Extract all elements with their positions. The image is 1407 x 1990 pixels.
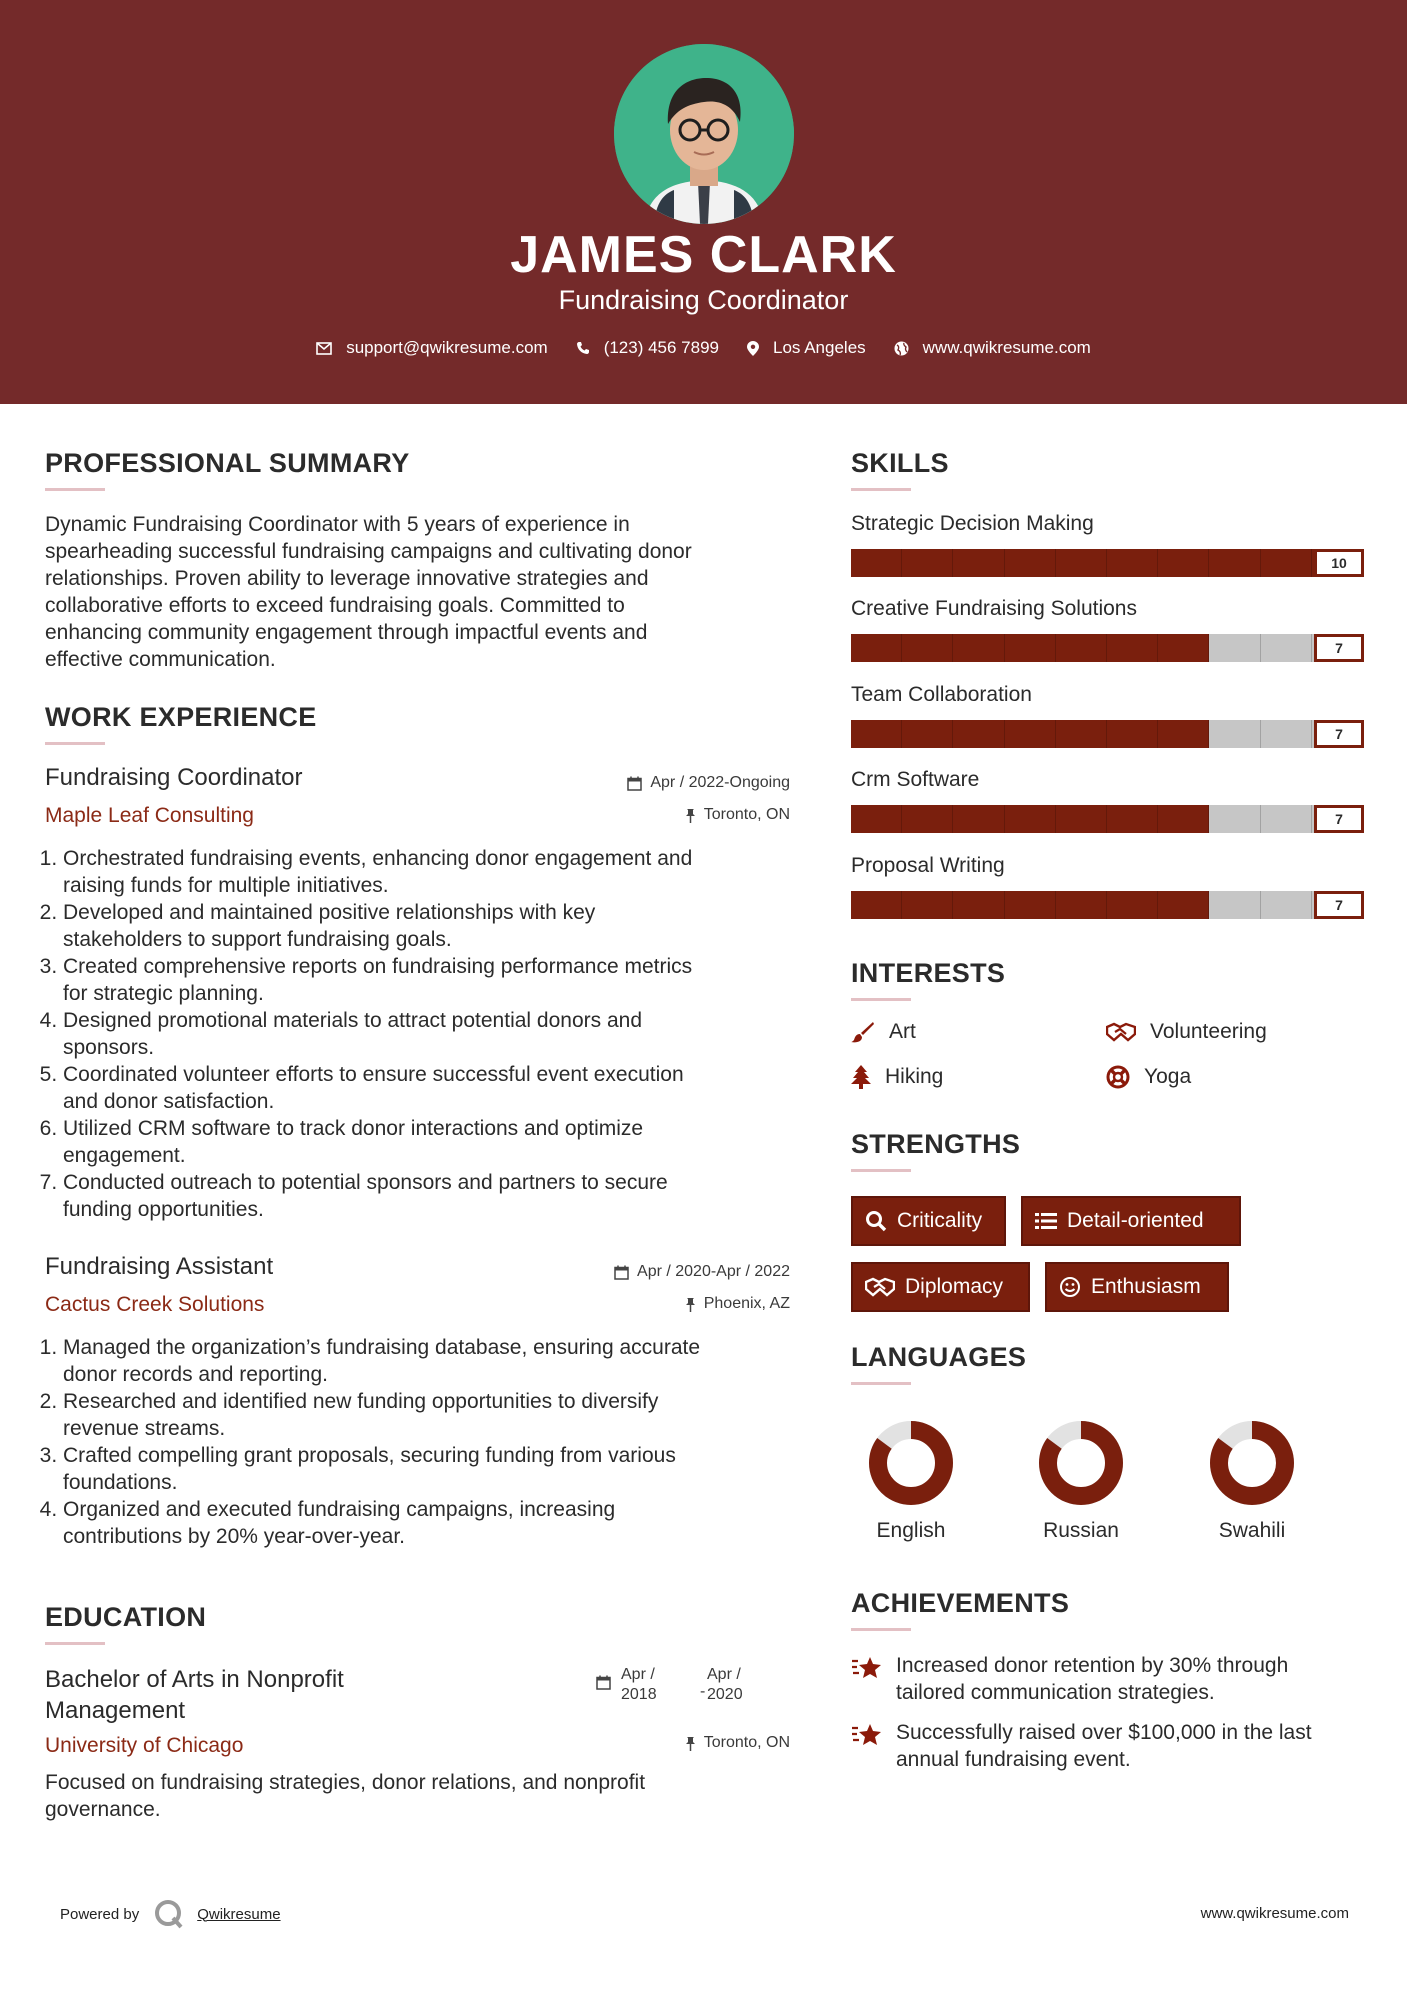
- skill-segment-filled: [1107, 805, 1158, 833]
- contact-location-text: Los Angeles: [773, 338, 866, 357]
- summary-line: enhancing community engagement through impactful events and: [45, 621, 648, 644]
- bullet-line: stakeholders to support fundraising goals.: [63, 928, 452, 951]
- school-name: University of Chicago: [45, 1734, 244, 1757]
- skill-segment-filled: [1107, 634, 1158, 662]
- job-location-text: Phoenix, AZ: [703, 1295, 790, 1312]
- languages-rule: [851, 1382, 911, 1385]
- job-title: Fundraising Coordinator: [45, 764, 303, 791]
- skill-bar: [851, 720, 1363, 748]
- skill-segment-filled: [851, 549, 902, 577]
- list-item: [63, 1442, 805, 1496]
- bullet-line: Managed the organization’s fundraising database, ensuring accurate: [63, 1336, 701, 1359]
- language-name: Russian: [1043, 1519, 1119, 1542]
- language-name: English: [876, 1519, 946, 1542]
- education-description-line: Focused on fundraising strategies, donor relations, and nonprofit: [45, 1771, 646, 1794]
- skill-segment-filled: [851, 805, 902, 833]
- footer-site[interactable]: www.qwikresume.com: [1200, 1905, 1349, 1922]
- star-award-icon: [851, 1655, 883, 1686]
- strength-label: Criticality: [897, 1209, 983, 1232]
- candidate-name: JAMES CLARK: [510, 226, 897, 284]
- skill-segment-filled: [902, 549, 953, 577]
- skill-segment-empty: [1261, 720, 1312, 748]
- skill-bar: [851, 634, 1363, 662]
- skill-segment-filled: [953, 805, 1004, 833]
- job-location: [490, 806, 790, 824]
- interest-label: Volunteering: [1150, 1020, 1267, 1043]
- strength-chip: [1021, 1196, 1241, 1246]
- powered-by-text: Powered by: [60, 1905, 140, 1923]
- skill-label: Strategic Decision Making: [851, 512, 1094, 535]
- footer-powered-by: [60, 1898, 281, 1930]
- life-ring-icon: [1106, 1065, 1130, 1089]
- degree-title: [45, 1664, 344, 1726]
- job-company: Maple Leaf Consulting: [45, 804, 254, 827]
- interests-title: INTERESTS: [851, 958, 1006, 988]
- skill-segment-filled: [953, 634, 1004, 662]
- skill-segment-filled: [1005, 891, 1056, 919]
- start-year: 2018: [621, 1686, 657, 1703]
- search-icon: [865, 1210, 887, 1232]
- bullet-line: Created comprehensive reports on fundraising performance metrics: [63, 955, 693, 978]
- skill-bar: [851, 891, 1363, 919]
- achievement-item: [896, 1652, 1366, 1706]
- calendar-icon: [596, 1675, 611, 1690]
- skill-segment-filled: [1056, 549, 1107, 577]
- calendar-icon: [627, 776, 642, 791]
- job-bullets: [45, 1334, 805, 1550]
- bullet-line: Conducted outreach to potential sponsors and partners to secure: [63, 1171, 668, 1194]
- achievements-rule: [851, 1628, 911, 1631]
- skill-segment-filled: [851, 720, 902, 748]
- achievement-line: Increased donor retention by 30% through: [896, 1654, 1289, 1677]
- education-location-text: Toronto, ON: [703, 1734, 790, 1751]
- skill-score: 7: [1314, 891, 1364, 919]
- language-name: Swahili: [1218, 1519, 1286, 1542]
- bullet-line: revenue streams.: [63, 1417, 226, 1440]
- skill-score: 7: [1314, 720, 1364, 748]
- language-donut: [1207, 1418, 1297, 1508]
- interest-item: [851, 1020, 916, 1044]
- skill-segment-filled: [1107, 549, 1158, 577]
- language-item: [851, 1418, 971, 1543]
- strength-chip: [1045, 1262, 1229, 1312]
- bullet-line: and donor satisfaction.: [63, 1090, 275, 1113]
- calendar-icon: [614, 1265, 629, 1280]
- list-item: [63, 1388, 805, 1442]
- achievement-line: annual fundraising event.: [896, 1748, 1131, 1771]
- strengths-title: STRENGTHS: [851, 1129, 1021, 1159]
- bullet-line: Utilized CRM software to track donor interactions and optimize: [63, 1117, 644, 1140]
- pushpin-icon: [685, 1736, 696, 1751]
- education-location: [490, 1734, 790, 1752]
- skill-segment-filled: [851, 891, 902, 919]
- summary-line: relationships. Proven ability to leverage innovative strategies and: [45, 567, 649, 590]
- contact-website[interactable]: [894, 338, 1091, 358]
- list-icon: [1035, 1212, 1057, 1230]
- skill-bar: [851, 805, 1363, 833]
- skill-segment-filled: [902, 805, 953, 833]
- education-title: EDUCATION: [45, 1602, 207, 1632]
- strength-label: Detail-oriented: [1067, 1209, 1204, 1232]
- strength-label: Diplomacy: [905, 1275, 1004, 1298]
- experience-title: WORK EXPERIENCE: [45, 702, 317, 732]
- job-title: Fundraising Assistant: [45, 1253, 274, 1280]
- skill-segment-empty: [1209, 805, 1260, 833]
- skills-title: SKILLS: [851, 448, 949, 478]
- achievements-title: ACHIEVEMENTS: [851, 1588, 1070, 1618]
- skill-segment-filled: [902, 720, 953, 748]
- list-item: [63, 899, 805, 953]
- bullet-line: Developed and maintained positive relationships with key: [63, 901, 596, 924]
- summary-line: Dynamic Fundraising Coordinator with 5 years of experience in: [45, 513, 630, 536]
- start-month: Apr /: [621, 1666, 655, 1683]
- skill-score: 7: [1314, 634, 1364, 662]
- education-end-date: [707, 1665, 743, 1705]
- language-donut: [866, 1418, 956, 1508]
- skill-segment-empty: [1261, 634, 1312, 662]
- list-item: [63, 1334, 805, 1388]
- skill-segment-filled: [1005, 549, 1056, 577]
- end-month: Apr /: [707, 1666, 741, 1683]
- list-item: [63, 845, 805, 899]
- skill-segment-filled: [1005, 805, 1056, 833]
- bullet-line: raising funds for multiple initiatives.: [63, 874, 389, 897]
- degree-line: Bachelor of Arts in Nonprofit: [45, 1666, 344, 1693]
- job-date-text: Apr / 2020-Apr / 2022: [637, 1263, 790, 1280]
- contact-email-text: support@qwikresume.com: [346, 338, 548, 357]
- pushpin-icon: [685, 1297, 696, 1312]
- achievement-line: tailored communication strategies.: [896, 1681, 1215, 1704]
- smile-icon: [1059, 1276, 1081, 1298]
- job-date-text: Apr / 2022-Ongoing: [650, 774, 790, 791]
- skill-segment-filled: [1056, 720, 1107, 748]
- qwikresume-logo-icon: [153, 1898, 185, 1930]
- list-item: [63, 1169, 805, 1223]
- map-pin-icon: [747, 341, 759, 356]
- bullet-line: engagement.: [63, 1144, 186, 1167]
- globe-icon: [894, 341, 909, 356]
- list-item: [63, 1007, 805, 1061]
- interest-label: Yoga: [1144, 1065, 1192, 1088]
- education-description-line: governance.: [45, 1798, 161, 1821]
- skill-segment-empty: [1209, 634, 1260, 662]
- summary-title: PROFESSIONAL SUMMARY: [45, 448, 410, 478]
- summary-line: effective communication.: [45, 648, 276, 671]
- interests-rule: [851, 998, 911, 1001]
- skill-bar: [851, 549, 1363, 577]
- contact-website-text: www.qwikresume.com: [922, 338, 1091, 357]
- job-date: [490, 774, 790, 792]
- job-location-text: Toronto, ON: [703, 806, 790, 823]
- skill-score: 10: [1314, 549, 1364, 577]
- skill-segment-filled: [1158, 805, 1209, 833]
- language-item: [1021, 1418, 1141, 1543]
- skill-segment-filled: [953, 720, 1004, 748]
- interest-label: Art: [889, 1020, 916, 1043]
- strength-chip: [851, 1196, 1006, 1246]
- contact-email[interactable]: [316, 338, 548, 358]
- header: [0, 0, 1407, 404]
- brand-link[interactable]: Qwikresume: [197, 1905, 281, 1923]
- summary-line: spearheading successful fundraising campaigns and cultivating donor: [45, 540, 692, 563]
- interest-label: Hiking: [885, 1065, 944, 1088]
- skill-segment-filled: [953, 891, 1004, 919]
- language-item: [1192, 1418, 1312, 1543]
- skill-segment-filled: [1158, 891, 1209, 919]
- education-description: [45, 1769, 805, 1823]
- paintbrush-icon: [851, 1021, 875, 1043]
- skill-segment-filled: [1056, 891, 1107, 919]
- contact-bar: [0, 338, 1407, 358]
- contact-phone-text: (123) 456 7899: [603, 338, 720, 357]
- strength-label: Enthusiasm: [1091, 1275, 1201, 1298]
- job-date: [490, 1263, 790, 1281]
- candidate-role: Fundraising Coordinator: [558, 285, 849, 315]
- list-item: [63, 1061, 805, 1115]
- skill-segment-filled: [1158, 549, 1209, 577]
- skill-label: Creative Fundraising Solutions: [851, 597, 1137, 620]
- envelope-icon: [316, 342, 332, 355]
- skill-segment-filled: [1005, 720, 1056, 748]
- skill-segment-filled: [1107, 891, 1158, 919]
- bullet-line: Crafted compelling grant proposals, securing funding from various: [63, 1444, 676, 1467]
- skill-segment-empty: [1209, 891, 1260, 919]
- skill-segment-filled: [1261, 549, 1312, 577]
- skill-segment-filled: [1209, 549, 1260, 577]
- summary-rule: [45, 488, 105, 491]
- star-award-icon: [851, 1722, 883, 1753]
- date-dash: -: [700, 1683, 706, 1700]
- list-item: [63, 953, 805, 1007]
- bullet-line: for strategic planning.: [63, 982, 264, 1005]
- skill-label: Crm Software: [851, 768, 980, 791]
- bullet-line: funding opportunities.: [63, 1198, 264, 1221]
- interest-item: [1106, 1065, 1191, 1089]
- job-bullets: [45, 845, 805, 1223]
- contact-phone[interactable]: [576, 338, 719, 358]
- bullet-line: foundations.: [63, 1471, 178, 1494]
- pushpin-icon: [685, 808, 696, 823]
- interest-item: [851, 1065, 943, 1089]
- bullet-line: sponsors.: [63, 1036, 155, 1059]
- summary-text: [45, 511, 805, 673]
- degree-line: Management: [45, 1697, 186, 1724]
- education-start-date: [621, 1665, 657, 1705]
- skill-segment-filled: [1005, 634, 1056, 662]
- skill-segment-filled: [851, 634, 902, 662]
- skill-segment-filled: [902, 634, 953, 662]
- language-donut: [1036, 1418, 1126, 1508]
- job-location: [490, 1295, 790, 1313]
- education-rule: [45, 1642, 105, 1645]
- skill-segment-filled: [1056, 805, 1107, 833]
- skill-segment-filled: [902, 891, 953, 919]
- bullet-line: contributions by 20% year-over-year.: [63, 1525, 405, 1548]
- achievement-line: Successfully raised over $100,000 in the last: [896, 1721, 1312, 1744]
- bullet-line: Designed promotional materials to attract potential donors and: [63, 1009, 642, 1032]
- interest-item: [1106, 1020, 1267, 1044]
- strengths-rule: [851, 1169, 911, 1172]
- bullet-line: Orchestrated fundraising events, enhancing donor engagement and: [63, 847, 693, 870]
- bullet-line: Researched and identified new funding opportunities to diversify: [63, 1390, 659, 1413]
- skill-segment-empty: [1261, 891, 1312, 919]
- tree-icon: [851, 1065, 871, 1089]
- phone-icon: [576, 341, 590, 355]
- bullet-line: Organized and executed fundraising campaigns, increasing: [63, 1498, 616, 1521]
- job-company: Cactus Creek Solutions: [45, 1293, 265, 1316]
- skill-segment-filled: [1158, 720, 1209, 748]
- avatar: [614, 44, 794, 224]
- skill-segment-filled: [953, 549, 1004, 577]
- person-portrait-icon: [614, 44, 794, 224]
- end-year: 2020: [707, 1686, 743, 1703]
- skill-segment-empty: [1261, 805, 1312, 833]
- experience-rule: [45, 742, 105, 745]
- skill-label: Team Collaboration: [851, 683, 1032, 706]
- bullet-line: Coordinated volunteer efforts to ensure successful event execution: [63, 1063, 684, 1086]
- skills-rule: [851, 488, 911, 491]
- skill-segment-filled: [1056, 634, 1107, 662]
- achievement-item: [896, 1719, 1366, 1773]
- languages-title: LANGUAGES: [851, 1342, 1027, 1372]
- bullet-line: donor records and reporting.: [63, 1363, 328, 1386]
- skill-label: Proposal Writing: [851, 854, 1005, 877]
- strength-chip: [851, 1262, 1030, 1312]
- handshake-icon: [865, 1277, 895, 1297]
- skill-score: 7: [1314, 805, 1364, 833]
- skill-segment-filled: [1158, 634, 1209, 662]
- list-item: [63, 1496, 805, 1550]
- summary-line: collaborative efforts to exceed fundraising goals. Committed to: [45, 594, 625, 617]
- skill-segment-empty: [1209, 720, 1260, 748]
- handshake-icon: [1106, 1022, 1136, 1042]
- skill-segment-filled: [1107, 720, 1158, 748]
- list-item: [63, 1115, 805, 1169]
- contact-location: [747, 338, 866, 358]
